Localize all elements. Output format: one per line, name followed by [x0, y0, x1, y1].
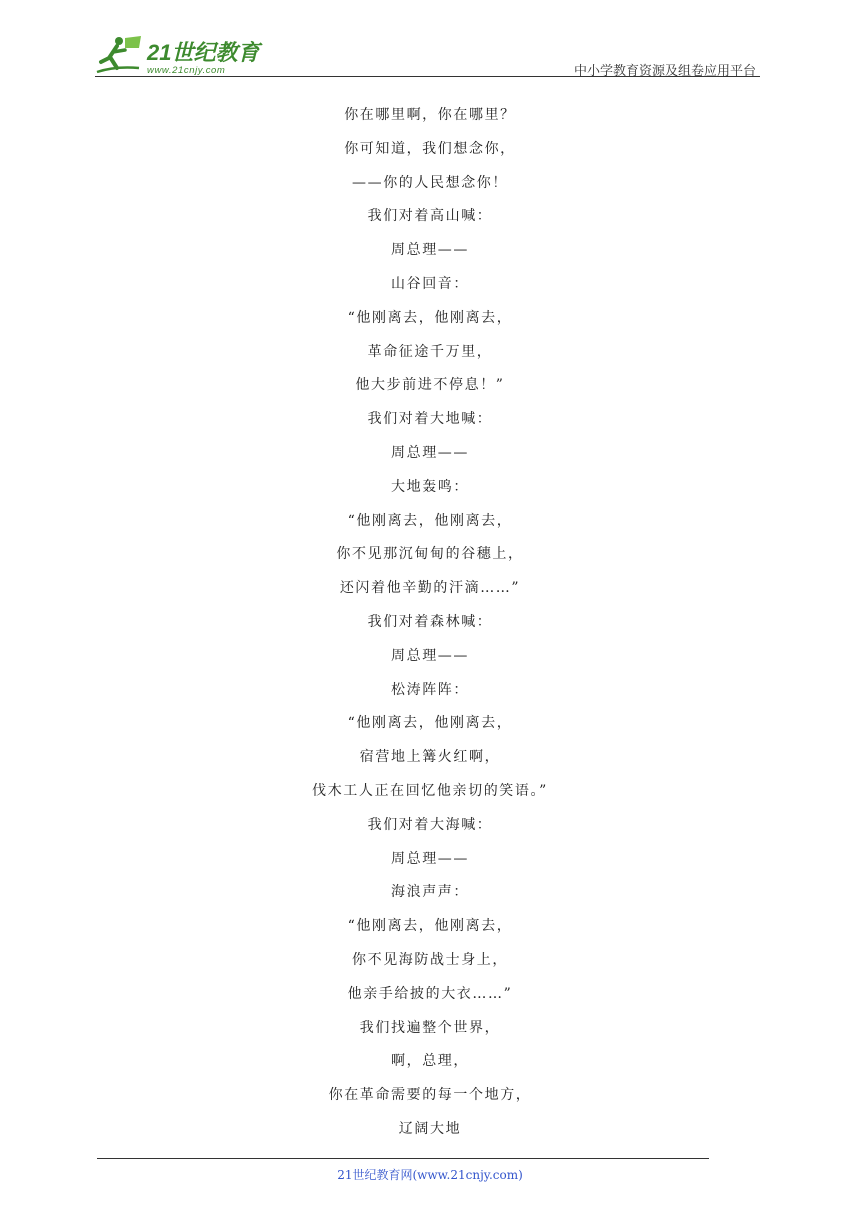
poem-line: 辽阔大地 — [398, 1120, 462, 1137]
poem-line: 我们对着高山喊： — [367, 208, 493, 225]
poem-line: 你不见那沉甸甸的谷穗上， — [336, 546, 524, 563]
poem-line: 他大步前进不停息！” — [355, 377, 505, 394]
poem-line: 我们找遍整个世界， — [359, 1019, 501, 1036]
running-figure-icon — [97, 36, 141, 72]
poem-line: 还闪着他辛勤的汗滴……” — [339, 580, 521, 597]
poem-line: 松涛阵阵： — [391, 681, 469, 698]
poem-line: 你在革命需要的每一个地方， — [328, 1087, 532, 1104]
poem-line: 周总理—— — [391, 242, 469, 259]
poem-line: 宿营地上篝火红啊， — [359, 749, 501, 766]
poem-line: “他刚离去，他刚离去， — [347, 512, 513, 529]
header-divider — [95, 76, 760, 77]
poem-line: 你在哪里啊，你在哪里？ — [344, 107, 516, 123]
poem-line: 周总理—— — [391, 444, 469, 461]
poem-line: 我们对着大地喊： — [367, 411, 493, 428]
poem-line: 革命征途千万里， — [367, 343, 493, 360]
poem-line: 海浪声声： — [391, 884, 469, 901]
poem-line: 大地轰鸣： — [391, 478, 469, 495]
poem-line: ——你的人民想念你！ — [352, 174, 508, 191]
logo-url: www.21cnjy.com — [147, 65, 226, 76]
footer-divider — [97, 1158, 709, 1159]
poem-line: 你可知道，我们想念你， — [344, 140, 516, 157]
poem-line: 他亲手给披的大衣……” — [347, 985, 513, 1002]
poem-line: 伐木工人正在回忆他亲切的笑语。” — [312, 782, 548, 799]
poem-body — [0, 101, 860, 1149]
poem-line: “他刚离去，他刚离去， — [347, 715, 513, 732]
poem-line: “他刚离去，他刚离去， — [347, 309, 513, 326]
poem-line: 我们对着森林喊： — [367, 613, 493, 630]
platform-title: 中小学教育资源及组卷应用平台 — [573, 64, 756, 79]
poem-line: 你不见海防战士身上， — [352, 951, 508, 968]
poem-line: 周总理—— — [391, 850, 469, 867]
poem-line: “他刚离去，他刚离去， — [347, 918, 513, 935]
poem-line: 我们对着大海喊： — [367, 816, 493, 833]
logo-text: 21世纪教育 — [147, 40, 260, 65]
poem-line: 山谷回音： — [391, 275, 469, 292]
poem-line: 啊，总理， — [391, 1053, 469, 1070]
footer-source[interactable]: 21世纪教育网(www.21cnjy.com) — [337, 1168, 523, 1182]
logo — [95, 32, 265, 78]
page-header — [95, 30, 760, 80]
poem-line: 周总理—— — [391, 647, 469, 664]
